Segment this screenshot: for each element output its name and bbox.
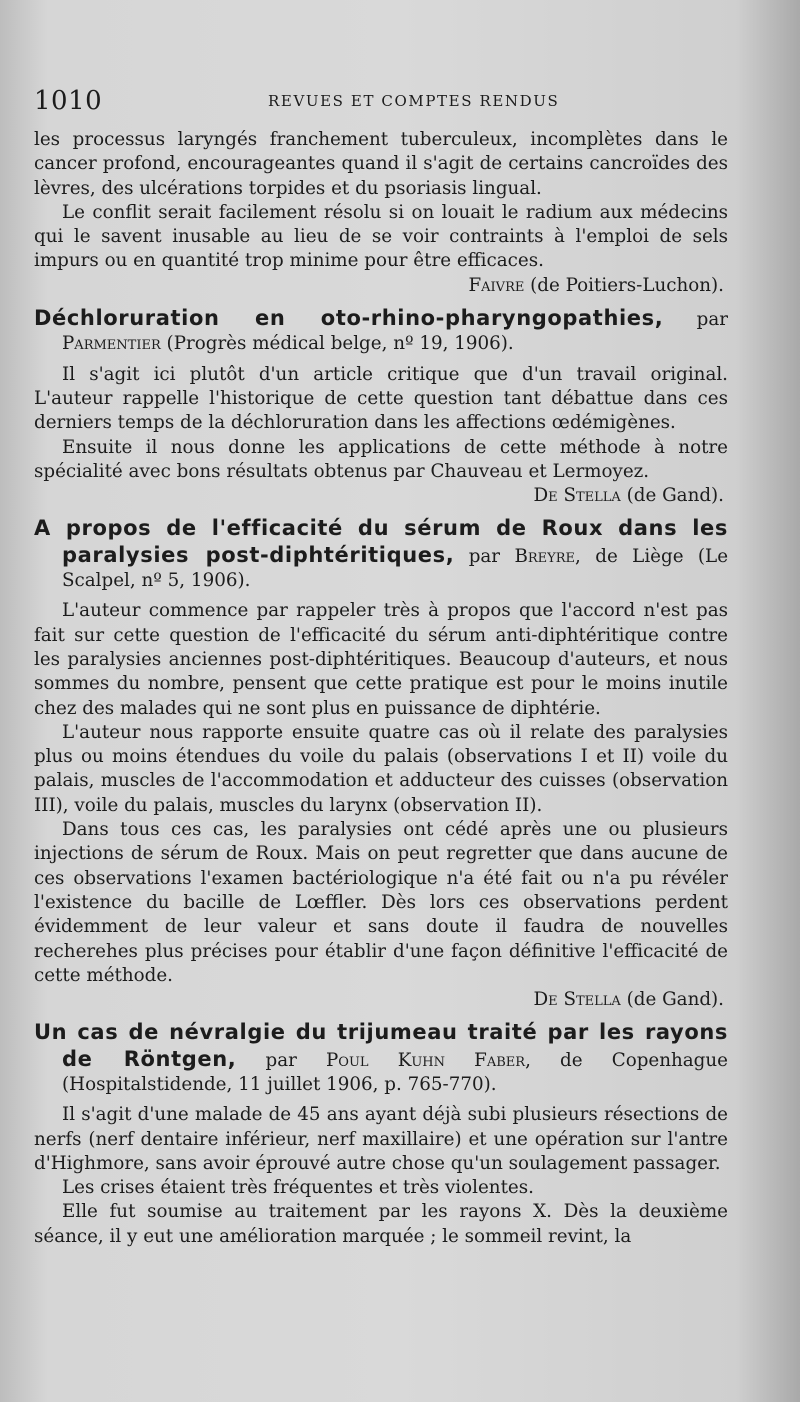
article-2-heading: [34, 516, 728, 593]
running-title: REVUES ET COMPTES RENDUS: [268, 92, 560, 110]
article-1-paragraph-2: Ensuite il nous donne les applications de cette méthode à notre spécialité avec bons résultats obtenus par Chauveau et Lermoyez.: [34, 436, 728, 482]
article-3-paragraph-3: Elle fut soumise au traitement par les rayons X. Dès la deuxième séance, il y eut une amélioration marquée ; le sommeil revint, la: [34, 1201, 728, 1247]
article-2-title: A propos de l'efficacité du sérum de Roux dans les paralysies post-diphtéritiques,: [34, 516, 728, 567]
page-header: [34, 86, 734, 116]
article-1-source: (Progrès médical belge, nº 19, 1906).: [160, 333, 514, 355]
article-3-source: , de Copenhague (Hospitalstidende, 11 juillet 1906, p. 765-770).: [62, 1049, 728, 1095]
signature-place: (de Gand).: [620, 989, 724, 1011]
page-number: 1010: [34, 86, 103, 116]
article-2-author: Breyre: [514, 545, 576, 567]
signature-name: De Stella: [533, 989, 621, 1011]
article-3-heading: [34, 1020, 728, 1097]
article-1-paragraph-1: Il s'agit ici plutôt d'un article critique que d'un travail original. L'auteur rappelle l'historique de cette question tant débattue dans ces derniers temps de la déchloruration dans les affections œdémigènes.: [34, 363, 728, 434]
article-3-author: Poul Kuhn Faber: [325, 1049, 526, 1071]
page-body: [34, 128, 728, 1249]
intro-paragraph-1: les processus laryngés franchement tuberculeux, incomplètes dans le cancer profond, encourageantes quand il s'agit de certains cancroïdes des lèvres, des ulcérations torpides et du psoriasis lingual.: [34, 129, 728, 199]
article-3-paragraph-1: Il s'agit d'une malade de 45 ans ayant déjà subi plusieurs résections de nerfs (nerf dentaire inférieur, nerf maxillaire) et une opération sur l'antre d'Highmore, sans avoir éprouvé autre chose qu'un soulagement passager.: [34, 1104, 728, 1174]
signature-name: De Stella: [533, 485, 621, 507]
article-3-paragraph-2: Les crises étaient très fréquentes et très violentes.: [62, 1177, 534, 1199]
article-1-heading: [34, 306, 728, 357]
signature-place: (de Poitiers-Luchon).: [524, 274, 724, 296]
article-2-signature: [34, 988, 728, 1012]
article-2-source: , de Liège (Le Scalpel, nº 5, 1906).: [62, 545, 729, 592]
signature-place: (de Gand).: [620, 485, 724, 507]
article-1-title: Déchloruration en oto-rhino-pharyngopathies,: [34, 306, 664, 331]
article-1-author: Parmentier: [62, 333, 161, 355]
article-2-paragraph-1: L'auteur commence par rappeler très à propos que l'accord n'est pas fait sur cette question de l'efficacité du sérum anti-diphtéritique contre les paralysies anciennes post-diphtéritiques. Beaucoup d'auteurs, et nous sommes du nombre, pensent que cette pratique est pour le moins inutile chez des malades qui ne sont plus en puissance de diphtérie.: [34, 600, 728, 719]
signature-name: Faivre: [468, 274, 525, 296]
article-3-title: Un cas de névralgie du trijumeau traité par les rayons de Röntgen,: [34, 1020, 728, 1071]
article-2-paragraph-2: L'auteur nous rapporte ensuite quatre cas où il relate des paralysies plus ou moins étendues du voile du palais (observations I et II) voile du palais, muscles de l'accommodation et adducteur des cuisses (observation III), voile du palais, muscles du larynx (observation II).: [34, 721, 728, 816]
intro-paragraph-2: Le conflit serait facilement résolu si on louait le radium aux médecins qui le savent inusable au lieu de se voir contraints à l'emploi de sels impurs ou en quantité trop minime pour être efficaces.: [34, 201, 728, 272]
article-2-paragraph-3: Dans tous ces cas, les paralysies ont cédé après une ou plusieurs injections de sérum de Roux. Mais on peut regretter que dans aucune de ces observations l'examen bactériologique n'a été fait ou n'a pu révéler l'existence du bacille de Lœffler. Dès lors ces observations perdent évidemment de leur valeur et sans doute il faudra de nouvelles recherehes plus précises pour établir d'une façon définitive l'efficacité de cette méthode.: [34, 819, 728, 986]
article-1-par: par: [663, 309, 728, 331]
article-3-par: par: [236, 1049, 326, 1071]
article-2-par: par: [454, 545, 515, 567]
intro-signature: [34, 274, 728, 298]
article-1-signature: [34, 484, 728, 508]
